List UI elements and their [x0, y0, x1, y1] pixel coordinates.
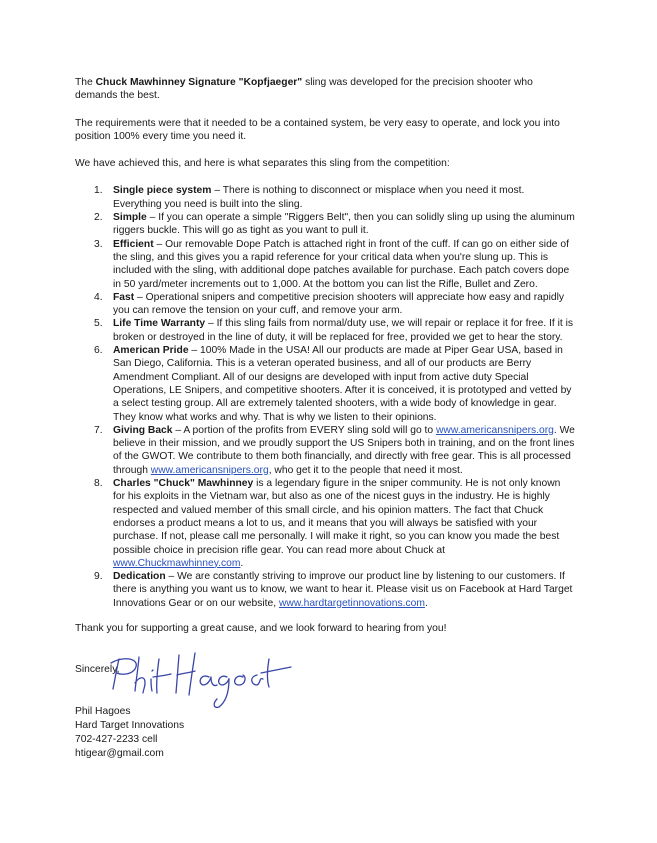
- intro-suffix: sling was developed for the precision shooter who demands the best.: [75, 77, 533, 102]
- thanks-paragraph: Thank you for supporting a great cause, and we look forward to hearing from you!: [75, 622, 447, 634]
- signer-info: [75, 705, 575, 760]
- signer-email: htigear@gmail.com: [75, 747, 164, 759]
- signer-company: Hard Target Innovations: [75, 720, 185, 732]
- list-item: 9. Dedication – We are constantly striving to improve our product line by listening to our customers. If there is anything you want us to know, we want to hear it. Please visit us on Facebook at Hard Target Innovations Gear or on our website, www.hardtargetinnovations.com.: [94, 571, 573, 609]
- list-item: 2. Simple – If you can operate a simple "Riggers Belt", then you can solidly sling up using the aluminum riggers buckle. This will go as tight as you want to pull it.: [94, 212, 575, 237]
- item-title: Life Time Warranty: [113, 318, 206, 330]
- requirements-paragraph: The requirements were that it needed to be a contained system, be very easy to operate, and lock you into position 100% every time you need it.: [75, 117, 560, 142]
- list-item: 8. Charles "Chuck" Mawhinney is a legendary figure in the sniper community. He is not only known for his exploits in the Vietnam war, but also as one of the nicest guys in the industry. He is highly respected and valued member of this small circle, and his opinion matters. The fact that Chuck endorses a product means a lot to us, and it means that you will always be satisfied with your purchase. If not, please call me personally. I will make it right, so you can know you made the best possible choice in precision rifle gear. You can read more about Chuck at www.Chuckmawhinney.com.: [94, 478, 561, 569]
- item-title: Dedication: [113, 571, 166, 583]
- features-list: [75, 184, 575, 610]
- signature-block: [75, 649, 575, 705]
- hardtarget-link[interactable]: www.hardtargetinnovations.com: [279, 597, 425, 609]
- list-item: 4. Fast – Operational snipers and competitive precision shooters will appreciate how easy and rapidly you can remove the tension on your cuff, and remove your arm.: [94, 291, 565, 317]
- product-name: Chuck Mawhinney Signature "Kopfjaeger": [95, 77, 303, 88]
- americansnipers-link[interactable]: www.americansnipers.org: [150, 464, 269, 476]
- list-item: 1. Single piece system – There is nothing to disconnect or misplace when you need it most. Everything you need is built into the sling.: [94, 185, 525, 210]
- americansnipers-link[interactable]: www.americansnipers.org: [436, 424, 554, 436]
- intro-prefix: The: [75, 77, 96, 88]
- list-item: 5. Life Time Warranty – If this sling fails from normal/duty use, we will repair or replace it for free. If it is broken or destroyed in the line of duty, it will be replaced for free, provided we get to hear the story.: [94, 318, 574, 343]
- sincerely-label: Sincerely,: [75, 664, 120, 676]
- list-item: 6. American Pride – 100% Made in the USA! All our products are made at Piper Gear USA, based in San Diego, California. This is a veteran operated business, and all of our products are Berry Amendment Compliant. All of our designs are developed with input from active duty Special Operations, LE Snipers, and competitive shooters. After it is conceived, it is prototyped and vetted by a select testing group. All are extremely talented shooters, with a wide body of knowledge in gear. They know what works and why. That is why we listen to their opinions.: [94, 345, 572, 423]
- intro-paragraph: [75, 76, 575, 103]
- item-title: Fast: [113, 291, 135, 303]
- achieved-paragraph: We have achieved this, and here is what separates this sling from the competition:: [75, 158, 450, 170]
- list-item: 3. Efficient – Our removable Dope Patch is attached right in front of the cuff. If can go on either side of the sling, and this gives you a rapid reference for your critical data when you're slung up. This is included with the sling, with additional dope patches available for purchase. Each patch covers dope in 50 yard/meter increments out to 1,000. At the bottom you can list the Rifle, Bullet and Zero.: [94, 238, 570, 290]
- signer-name: Phil Hagoes: [75, 706, 131, 718]
- item-title: Charles "Chuck" Mawhinney: [113, 478, 254, 490]
- chuckmawhinney-link[interactable]: www.Chuckmawhinney.com: [113, 557, 241, 569]
- item-title: Efficient: [113, 238, 154, 250]
- item-title: Single piece system: [113, 185, 212, 197]
- list-item: 7. Giving Back – A portion of the profits from EVERY sling sold will go to www.americansnipers.org. We believe in their mission, and we proudly support the US Snipers both in training, and on the front lines of the GWOT. We contribute to them both financially, and directly with free gear. This is all processed through www.americansnipers.org, who get it to the people that need it most.: [94, 424, 575, 476]
- handwritten-signature: [105, 649, 295, 713]
- item-title: Giving Back: [113, 424, 173, 436]
- item-title: Simple: [113, 212, 147, 224]
- item-title: American Pride: [113, 345, 189, 357]
- letter: [75, 76, 575, 760]
- signer-phone: 702-427-2233 cell: [75, 733, 158, 745]
